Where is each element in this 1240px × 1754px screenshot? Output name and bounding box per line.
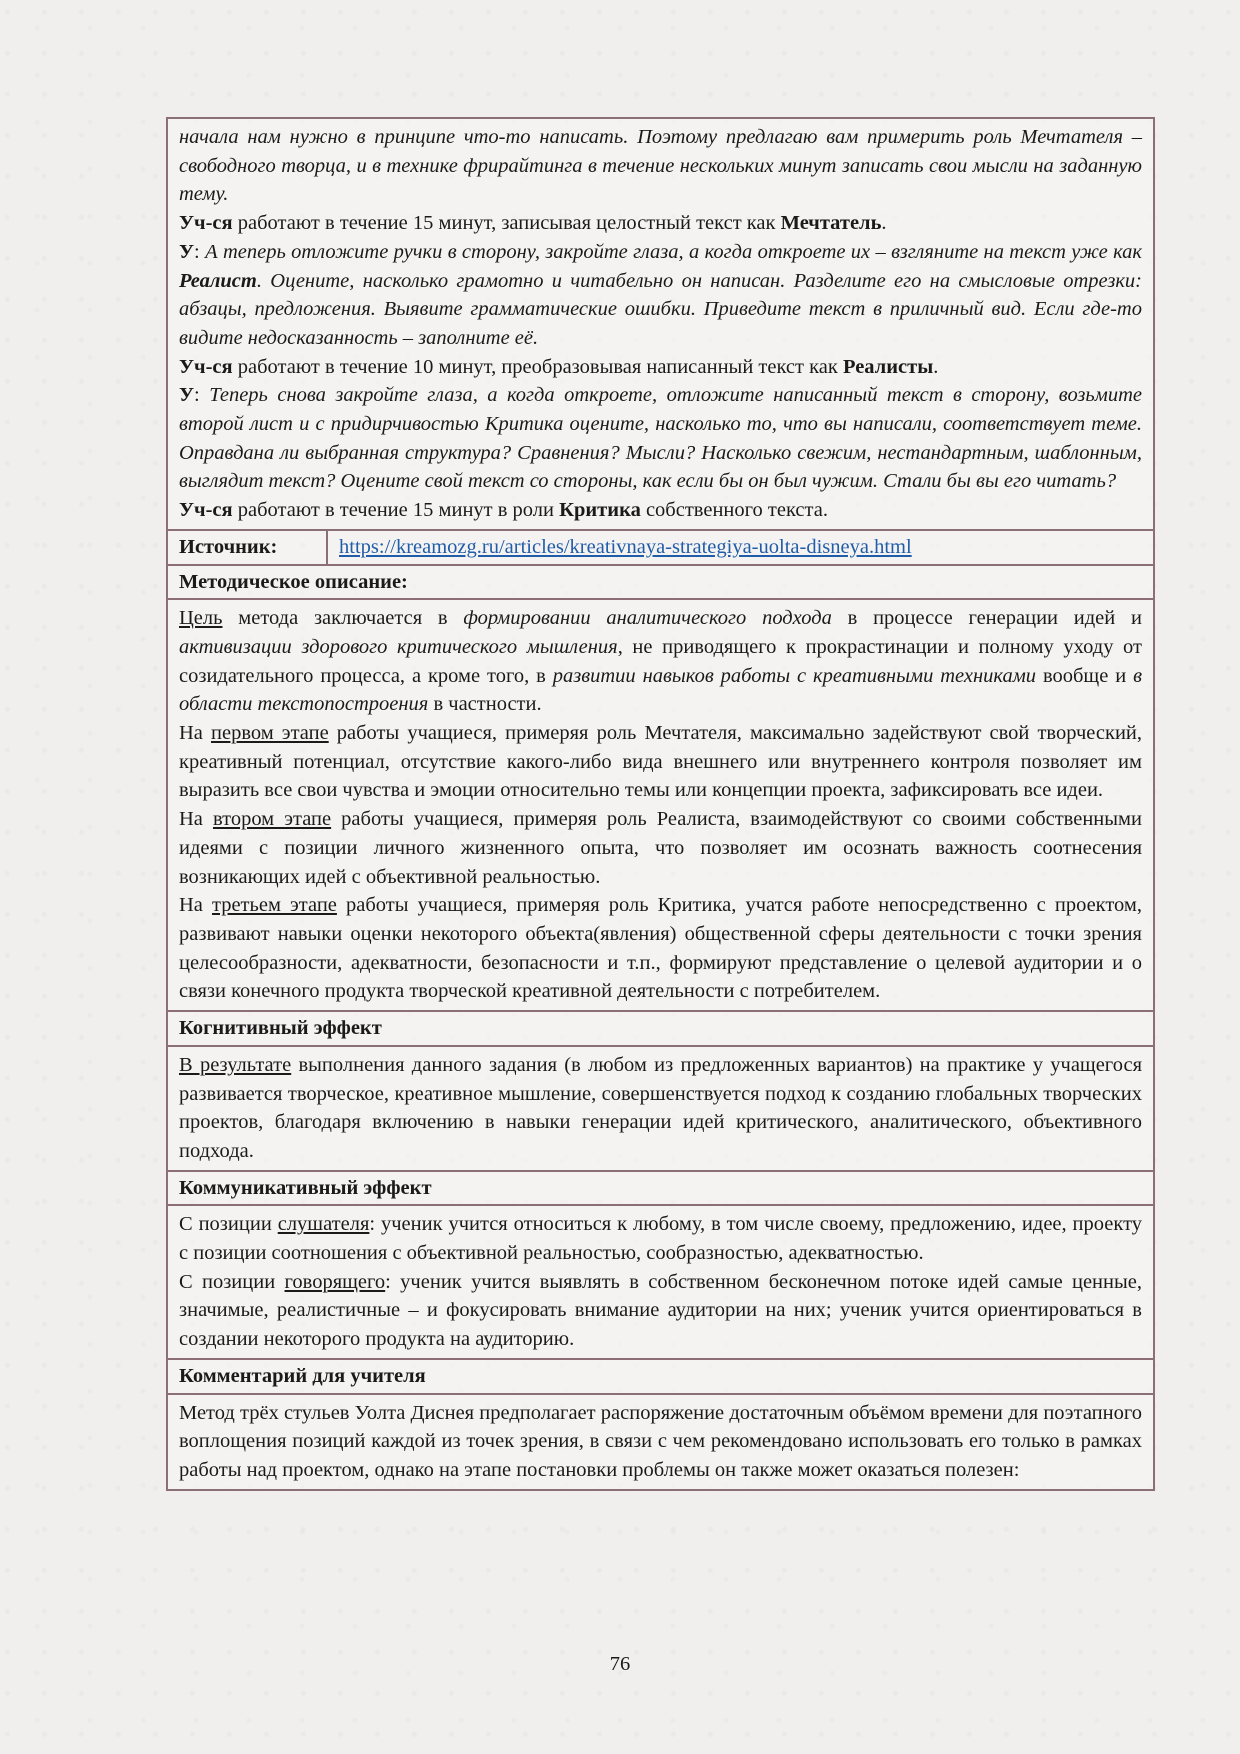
method-description-header: Методическое описание:: [168, 566, 1153, 601]
teacher-instruction-realist: У: А теперь отложите ручки в сторону, закройте глаза, а когда откроете их – взгляните на текст уже как Реалист. Оцените, насколько грамотно и читабельно он написан. Разделите его на смысловые отрезки: абзацы, предложения. Выявите грамматические ошибки. Приведите текст в приличный вид. Если где-то видите недосказанность – заполните её.: [179, 240, 1143, 349]
teacher-instruction-critic: У: Теперь снова закройте глаза, а когда откроете, отложите написанный текст в сторону, возьмите второй лист и с придирчивостью Критика оцените, насколько то, что вы написали, соответствует теме. Оправдана ли выбранная структура? Сравнения? Мысли? Насколько свежим, нестандартным, шаблонным, выглядит текст? Оцените свой текст со стороны, как если бы он был чужим. Стали бы вы его читать?: [179, 384, 1142, 493]
source-link[interactable]: https://kreamozg.ru/articles/kreativnaya-strategiya-uolta-disneya.html: [339, 535, 912, 558]
page-number: 76: [609, 1653, 631, 1675]
students-step-dreamer: Уч-ся работают в течение 15 минут, записывая целостный текст как Мечтатель.: [179, 212, 887, 235]
listener-paragraph: С позиции слушателя: ученик учится относиться к любому, в том числе своему, предложению, идее, проекту с позиции соотношения с объективной реальностью, сообразностью, адекватностью.: [179, 1213, 1143, 1265]
method-goal-paragraph: Цель метода заключается в формировании аналитического подхода в процессе генерации идей и активизации здорового критического мышления, не приводящего к прокрастинации и полному уходу от созидательного процесса, а кроме того, в развитии навыков работы с креативными техниками вообще и в области текстопостроения в частности.: [179, 607, 1143, 716]
stage-three-paragraph: На третьем этапе работы учащиеся, примеряя роль Критика, учатся работе непосредственно с проектом, развивают навыки оценки некоторого объекта(явления) общественной сферы деятельности с точки зрения целесообразности, адекватности, безопасности и т.п., формируют представление о целевой аудитории и о связи конечного продукта творческой креативной деятельности с потребителем.: [179, 894, 1143, 1003]
students-step-realist: Уч-ся работают в течение 10 минут, преобразовывая написанный текст как Реалисты.: [179, 355, 939, 378]
students-step-critic: Уч-ся работают в течение 15 минут в роли Критика собственного текста.: [179, 499, 828, 522]
source-label: Источник:: [168, 531, 328, 564]
stage-one-paragraph: На первом этапе работы учащиеся, примеряя роль Мечтателя, максимально задействуют свой творческий, креативный потенциал, отсутствие какого-либо вида внешнего или внутреннего контроля позволяет им выразить все свои чувства и эмоции относительно темы или концепции проекта, зафиксировать все идеи.: [179, 722, 1143, 802]
teacher-comment-header: Комментарий для учителя: [168, 1360, 1153, 1395]
cognitive-effect-body: В результате выполнения данного задания (в любом из предложенных вариантов) на практике у учащегося развивается творческое, креативное мышление, совершенствуется подход к созданию глобальных творческих проектов, благодаря включению в навыки генерации идей критического, аналитического, объективного подхода.: [168, 1047, 1153, 1172]
method-table: [166, 117, 1155, 1491]
communicative-effect-body: [168, 1206, 1153, 1360]
source-row: [168, 531, 1153, 566]
method-description-body: [168, 600, 1153, 1012]
stage-two-paragraph: На втором этапе работы учащиеся, примеряя роль Реалиста, взаимодействуют со своими собственными идеями с позиции личного жизненного опыта, что позволяет им осознать важность соотнесения возникающих идей с объективной реальностью.: [179, 808, 1142, 888]
cognitive-effect-header: Когнитивный эффект: [168, 1012, 1153, 1047]
intro-cell: [168, 119, 1153, 531]
intro-paragraph: начала нам нужно в принципе что-то написать. Поэтому предлагаю вам примерить роль Мечтателя – свободного творца, и в технике фрирайтинга в течение нескольких минут записать свои мысли на заданную тему.: [179, 126, 1142, 206]
speaker-paragraph: С позиции говорящего: ученик учится выявлять в собственном бесконечном потоке идей самые ценные, значимые, реалистичные – и фокусировать внимание аудитории на них; ученик учится ориентироваться в создании некоторого продукта на аудиторию.: [179, 1270, 1142, 1351]
communicative-effect-header: Коммуникативный эффект: [168, 1172, 1153, 1207]
teacher-comment-body: Метод трёх стульев Уолта Диснея предполагает распоряжение достаточным объёмом времени для поэтапного воплощения позиций каждой из точек зрения, в связи с чем рекомендовано использовать его только в рамках работы над проектом, однако на этапе постановки проблемы он также может оказаться полезен:: [179, 1401, 1142, 1481]
